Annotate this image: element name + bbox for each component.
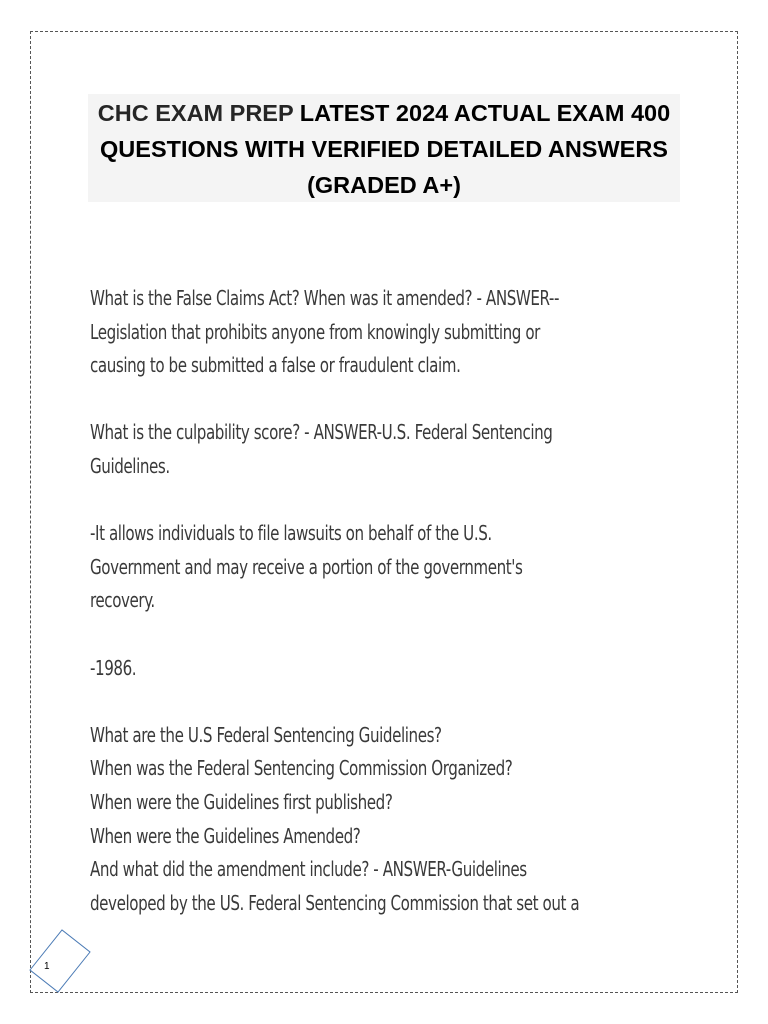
paragraph-q4 xyxy=(90,652,690,686)
paragraph-q1 xyxy=(90,282,690,383)
title-lead: CHC EXAM PREP xyxy=(97,100,294,126)
page-number-diamond-icon xyxy=(28,928,98,996)
page-number: 1 xyxy=(44,961,50,972)
text-line: developed by the US. Federal Sentencing Commission that set out a xyxy=(90,890,580,915)
text-line: causing to be submitted a false or fraudulent claim. xyxy=(90,353,461,378)
text-line: recovery. xyxy=(90,588,155,613)
paragraph-q3 xyxy=(90,517,690,618)
text-line: Guidelines. xyxy=(90,453,170,478)
document-body xyxy=(90,282,690,920)
text-line: When were the Guidelines Amended? xyxy=(90,823,361,848)
text-line: And what did the amendment include? - ANSWER-Guidelines xyxy=(90,857,527,882)
text-line: -It allows individuals to file lawsuits on behalf of the U.S. xyxy=(90,521,492,546)
document-title xyxy=(88,95,680,203)
text-line: -1986. xyxy=(90,655,137,680)
text-line: What is the False Claims Act? When was it amended? - ANSWER-- xyxy=(90,286,560,310)
text-line: Government and may receive a portion of the government's xyxy=(90,554,523,579)
text-line: What are the U.S Federal Sentencing Guidelines? xyxy=(90,722,442,747)
text-line: Legislation that prohibits anyone from knowingly submitting or xyxy=(90,319,540,344)
title-rest: LATEST 2024 ACTUAL EXAM 400 QUESTIONS WITH VERIFIED DETAILED ANSWERS (GRADED A+) xyxy=(100,100,671,198)
text-line: When were the Guidelines first published? xyxy=(90,789,393,814)
paragraph-q5 xyxy=(90,719,690,921)
paragraph-q2 xyxy=(90,416,690,483)
text-line: What is the culpability score? - ANSWER-U.S. Federal Sentencing xyxy=(90,420,553,445)
text-line: When was the Federal Sentencing Commission Organized? xyxy=(90,756,513,781)
